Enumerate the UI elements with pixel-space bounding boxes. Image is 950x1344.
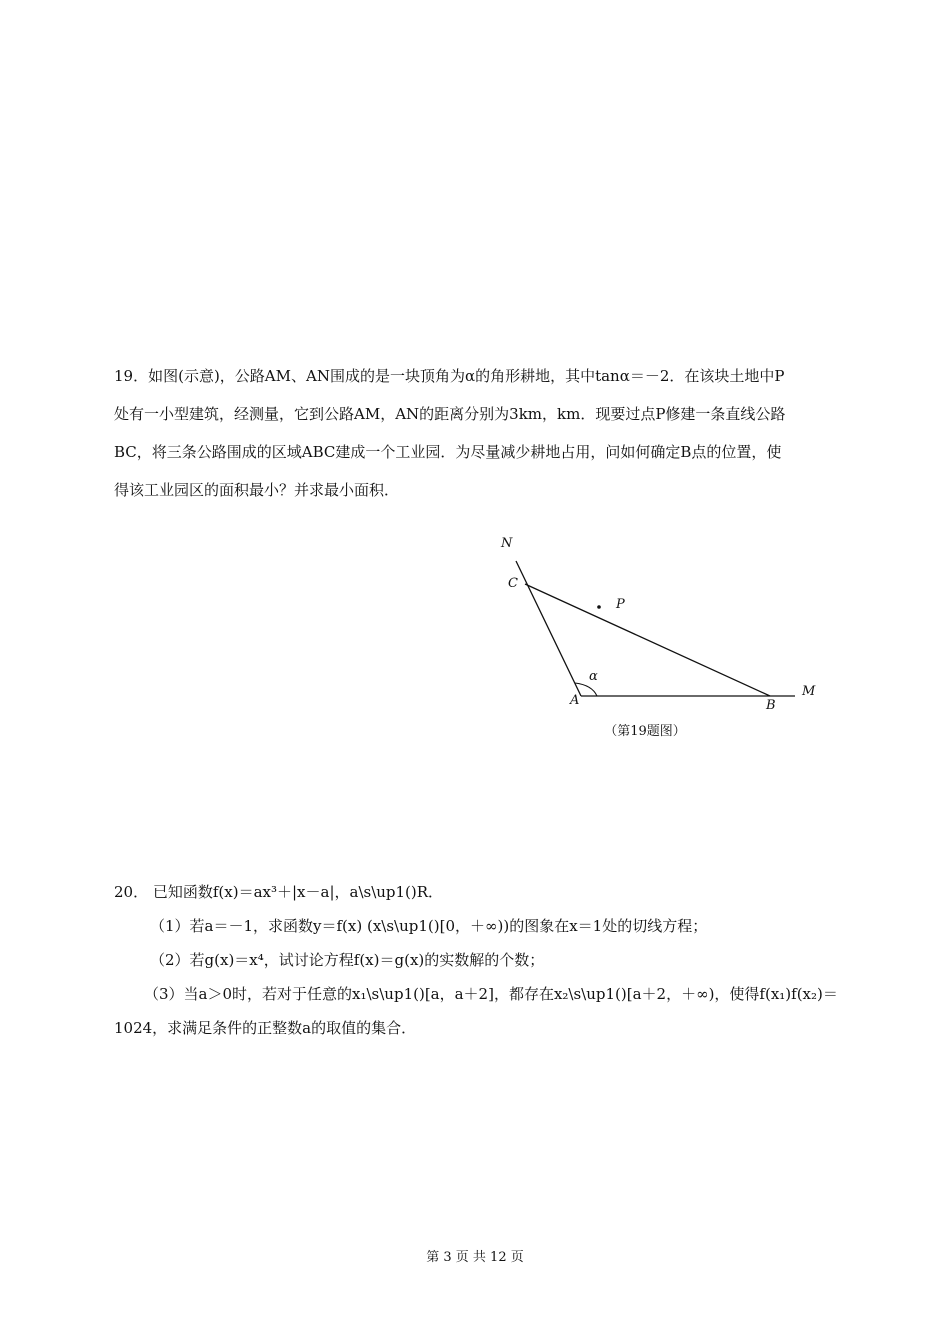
q20-stem: 20． 已知函数f(x)＝ax³＋|x－a|，a\s\up1()R．	[114, 883, 444, 901]
q19-line-1: 19．如图(示意)，公路AM、AN围成的是一块顶角为α的角形耕地，其中tanα＝－2．在该块土地中P	[114, 367, 785, 385]
label-p: P	[616, 597, 625, 612]
q20-part-2: （2）若g(x)＝x⁴，试讨论方程f(x)＝g(x)的实数解的个数；	[150, 951, 545, 969]
question-19	[114, 357, 838, 509]
label-a: A	[570, 693, 580, 708]
road-an	[516, 561, 581, 696]
point-p-dot	[597, 605, 601, 609]
figure-caption: （第19题图）	[604, 724, 686, 739]
label-alpha: α	[589, 669, 598, 684]
road-bc	[525, 584, 770, 696]
q20-part-3-cont: 1024，求满足条件的正整数a的取值的集合．	[114, 1019, 417, 1037]
q20-part-3: （3）当a＞0时，若对于任意的x₁\s\up1()[a，a＋2]，都存在x₂\s\up1()[a＋2，＋∞)，使得f(x₁)f(x₂)＝	[144, 985, 838, 1003]
page-footer: 第 3 页 共 12 页	[426, 1250, 524, 1265]
q19-line-2: 处有一小型建筑，经测量，它到公路AM，AN的距离分别为3km，km．现要过点P修建一条直线公路	[114, 405, 786, 423]
q19-line-3: BC，将三条公路围成的区域ABC建成一个工业园．为尽量减少耕地占用，问如何确定B点的位置，使	[114, 443, 782, 461]
label-n: N	[501, 536, 513, 551]
label-m: M	[802, 684, 816, 699]
q19-line-4: 得该工业园区的面积最小？并求最小面积．	[114, 481, 400, 499]
label-c: C	[508, 576, 518, 591]
q20-part-1: （1）若a＝－1，求函数y＝f(x) (x\s\up1()[0，＋∞))的图象在x＝1处的切线方程；	[150, 917, 708, 935]
label-b: B	[766, 698, 776, 713]
triangle-figure	[495, 530, 835, 720]
question-20	[114, 875, 838, 1045]
